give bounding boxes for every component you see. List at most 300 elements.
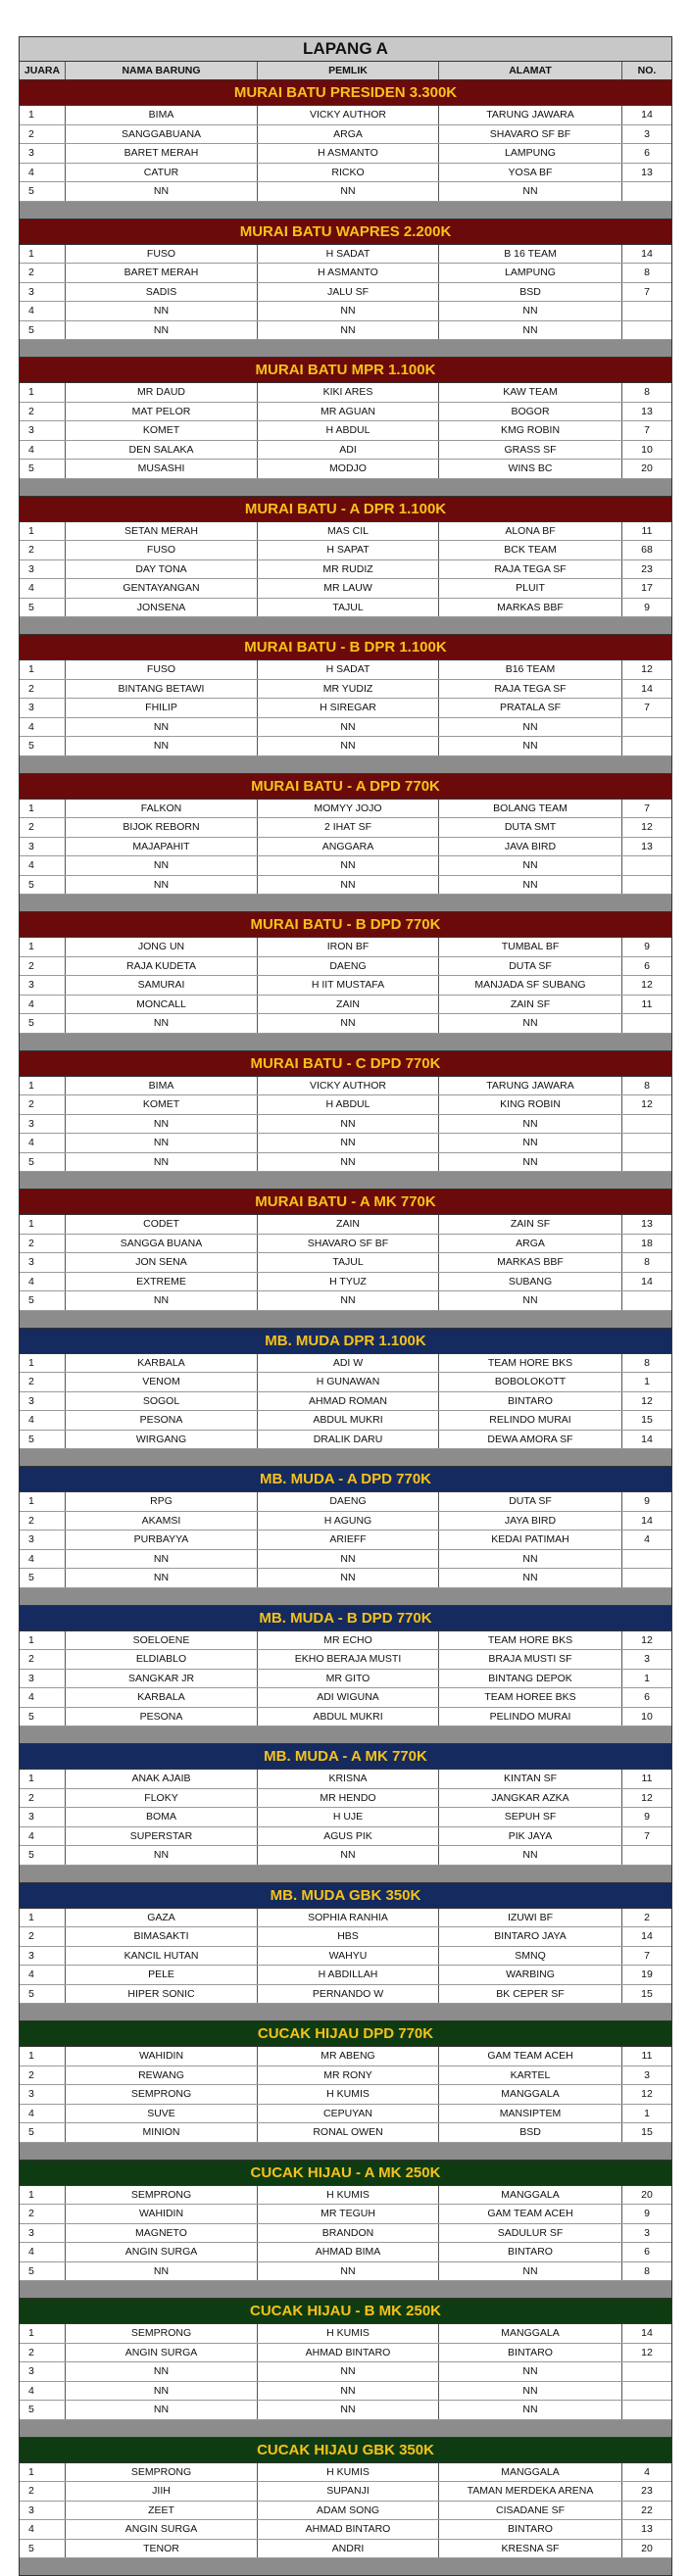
cell-juara: 4: [20, 1827, 66, 1846]
category-title: MURAI BATU - A DPR 1.100K: [20, 497, 671, 522]
category-title: MURAI BATU - B DPR 1.100K: [20, 635, 671, 660]
table-row: [20, 680, 671, 700]
cell-juara: 3: [20, 1531, 66, 1549]
table-row: [20, 1492, 671, 1512]
cell-alamat: BINTARO: [439, 2243, 622, 2261]
cell-nama-barung: NN: [66, 1846, 258, 1865]
table-row: [20, 856, 671, 876]
cell-alamat: DEWA AMORA SF: [439, 1431, 622, 1449]
cell-pemilik: H ABDUL: [258, 421, 439, 440]
cell-nama-barung: PELE: [66, 1966, 258, 1984]
cell-juara: 3: [20, 838, 66, 856]
section-separator: [20, 2420, 671, 2438]
cell-nama-barung: GENTAYANGAN: [66, 579, 258, 598]
category-title: MURAI BATU PRESIDEN 3.300K: [20, 80, 671, 106]
cell-pemilik: VICKY AUTHOR: [258, 106, 439, 124]
cell-juara: 3: [20, 1115, 66, 1134]
cell-no: 17: [622, 579, 671, 598]
cell-alamat: RAJA TEGA SF: [439, 560, 622, 579]
table-row: [20, 2224, 671, 2244]
cell-no: 15: [622, 2123, 671, 2142]
cell-juara: 1: [20, 1909, 66, 1927]
cell-no: 14: [622, 245, 671, 264]
cell-nama-barung: JON SENA: [66, 1253, 258, 1272]
cell-pemilik: H TYUZ: [258, 1273, 439, 1291]
cell-nama-barung: SANGGABUANA: [66, 125, 258, 144]
table-row: [20, 1569, 671, 1588]
cell-nama-barung: RPG: [66, 1492, 258, 1511]
table-row: [20, 2502, 671, 2521]
cell-nama-barung: KOMET: [66, 421, 258, 440]
cell-pemilik: NN: [258, 1291, 439, 1310]
cell-no: 12: [622, 660, 671, 679]
cell-nama-barung: MINION: [66, 2123, 258, 2142]
cell-pemilik: TAJUL: [258, 1253, 439, 1272]
cell-nama-barung: WIRGANG: [66, 1431, 258, 1449]
cell-juara: 2: [20, 403, 66, 421]
cell-nama-barung: SOGOL: [66, 1392, 258, 1411]
cell-alamat: BOLANG TEAM: [439, 800, 622, 818]
cell-nama-barung: FALKON: [66, 800, 258, 818]
cell-juara: 4: [20, 2520, 66, 2539]
cell-nama-barung: SETAN MERAH: [66, 522, 258, 541]
cell-no: [622, 856, 671, 875]
cell-juara: 5: [20, 2123, 66, 2142]
category-block: [20, 497, 671, 636]
cell-alamat: NN: [439, 1153, 622, 1172]
section-separator: [20, 756, 671, 774]
cell-alamat: NN: [439, 1569, 622, 1587]
cell-juara: 1: [20, 1770, 66, 1788]
cell-no: [622, 737, 671, 755]
table-row: [20, 245, 671, 265]
cell-pemilik: NN: [258, 737, 439, 755]
table-row: [20, 1512, 671, 1531]
cell-pemilik: NN: [258, 718, 439, 737]
category-title: MB. MUDA GBK 350K: [20, 1883, 671, 1909]
category-title: MURAI BATU - C DPD 770K: [20, 1051, 671, 1077]
cell-no: 9: [622, 938, 671, 956]
cell-nama-barung: MR DAUD: [66, 383, 258, 402]
cell-no: 11: [622, 2047, 671, 2066]
cell-alamat: NN: [439, 1846, 622, 1865]
table-row: [20, 421, 671, 441]
cell-juara: 5: [20, 1014, 66, 1033]
table-row: [20, 1670, 671, 1689]
cell-juara: 2: [20, 2066, 66, 2085]
table-row: [20, 737, 671, 756]
cell-pemilik: AHMAD BIMA: [258, 2243, 439, 2261]
table-row: [20, 2520, 671, 2540]
cell-pemilik: NN: [258, 1134, 439, 1152]
cell-alamat: LAMPUNG: [439, 144, 622, 163]
table-row: [20, 1215, 671, 1235]
cell-alamat: B 16 TEAM: [439, 245, 622, 264]
cell-nama-barung: BIMA: [66, 1077, 258, 1095]
cell-alamat: TARUNG JAWARA: [439, 106, 622, 124]
cell-alamat: NN: [439, 1115, 622, 1134]
table-row: [20, 1808, 671, 1827]
table-row: [20, 1134, 671, 1153]
cell-no: [622, 321, 671, 340]
cell-no: 12: [622, 1095, 671, 1114]
cell-no: 12: [622, 2344, 671, 2362]
cell-pemilik: NN: [258, 876, 439, 895]
cell-no: 6: [622, 144, 671, 163]
cell-pemilik: TAJUL: [258, 599, 439, 617]
cell-no: [622, 1846, 671, 1865]
category-title: MURAI BATU - B DPD 770K: [20, 912, 671, 938]
cell-no: 12: [622, 818, 671, 837]
cell-pemilik: DAENG: [258, 957, 439, 976]
table-row: [20, 1550, 671, 1570]
section-separator: [20, 1311, 671, 1329]
cell-pemilik: JALU SF: [258, 283, 439, 302]
cell-nama-barung: NN: [66, 2262, 258, 2281]
cell-alamat: NN: [439, 321, 622, 340]
cell-juara: 2: [20, 1789, 66, 1808]
cell-alamat: BSD: [439, 283, 622, 302]
table-row: [20, 2463, 671, 2483]
cell-juara: 1: [20, 2463, 66, 2482]
cell-alamat: BOBOLOKOTT: [439, 1373, 622, 1391]
cell-alamat: PELINDO MURAI: [439, 1708, 622, 1726]
cell-alamat: BSD: [439, 2123, 622, 2142]
category-title: CUCAK HIJAU GBK 350K: [20, 2438, 671, 2463]
table-row: [20, 2066, 671, 2086]
table-row: [20, 1273, 671, 1292]
cell-juara: 3: [20, 1253, 66, 1272]
cell-nama-barung: MAJAPAHIT: [66, 838, 258, 856]
cell-pemilik: ZAIN: [258, 1215, 439, 1234]
cell-juara: 5: [20, 876, 66, 895]
cell-alamat: LAMPUNG: [439, 264, 622, 282]
cell-nama-barung: NN: [66, 1569, 258, 1587]
cell-juara: 4: [20, 441, 66, 460]
table-row: [20, 383, 671, 403]
cell-pemilik: H ABDUL: [258, 1095, 439, 1114]
cell-pemilik: NN: [258, 182, 439, 201]
cell-alamat: GAM TEAM ACEH: [439, 2047, 622, 2066]
cell-pemilik: MR AGUAN: [258, 403, 439, 421]
cell-no: 14: [622, 2324, 671, 2343]
cell-nama-barung: BIMASAKTI: [66, 1927, 258, 1946]
cell-alamat: NN: [439, 2382, 622, 2401]
table-row: [20, 441, 671, 461]
cell-no: 22: [622, 2502, 671, 2520]
cell-alamat: ZAIN SF: [439, 996, 622, 1014]
cell-nama-barung: NN: [66, 1134, 258, 1152]
cell-nama-barung: PESONA: [66, 1411, 258, 1430]
cell-pemilik: MR TEGUH: [258, 2205, 439, 2223]
table-row: [20, 164, 671, 183]
cell-alamat: CISADANE SF: [439, 2502, 622, 2520]
category-block: [20, 1606, 671, 1745]
cell-no: 7: [622, 421, 671, 440]
cell-juara: 5: [20, 460, 66, 478]
cell-no: [622, 2382, 671, 2401]
cell-juara: 3: [20, 1670, 66, 1688]
cell-pemilik: ANGGARA: [258, 838, 439, 856]
cell-pemilik: AHMAD BINTARO: [258, 2344, 439, 2362]
table-row: [20, 182, 671, 202]
cell-pemilik: NN: [258, 2362, 439, 2381]
cell-alamat: ZAIN SF: [439, 1215, 622, 1234]
cell-alamat: B16 TEAM: [439, 660, 622, 679]
table-row: [20, 522, 671, 542]
cell-alamat: RAJA TEGA SF: [439, 680, 622, 699]
cell-juara: 4: [20, 856, 66, 875]
table-row: [20, 976, 671, 996]
cell-alamat: DUTA SMT: [439, 818, 622, 837]
table-row: [20, 460, 671, 479]
section-separator: [20, 1726, 671, 1744]
category-title: MB. MUDA - B DPD 770K: [20, 1606, 671, 1631]
table-row: [20, 2262, 671, 2282]
cell-pemilik: MOMYY JOJO: [258, 800, 439, 818]
cell-pemilik: H ASMANTO: [258, 144, 439, 163]
table-row: [20, 1947, 671, 1967]
cell-alamat: SADULUR SF: [439, 2224, 622, 2243]
cell-alamat: NN: [439, 1550, 622, 1569]
cell-pemilik: EKHO BERAJA MUSTI: [258, 1650, 439, 1669]
table-row: [20, 2123, 671, 2143]
cell-juara: 2: [20, 1095, 66, 1114]
cell-juara: 5: [20, 182, 66, 201]
table-row: [20, 125, 671, 145]
cell-nama-barung: SUPERSTAR: [66, 1827, 258, 1846]
category-block: [20, 358, 671, 497]
cell-pemilik: H SADAT: [258, 245, 439, 264]
cell-pemilik: CEPUYAN: [258, 2105, 439, 2123]
cell-alamat: JAVA BIRD: [439, 838, 622, 856]
cell-alamat: BCK TEAM: [439, 541, 622, 559]
cell-pemilik: MR LAUW: [258, 579, 439, 598]
table-row: [20, 660, 671, 680]
cell-juara: 2: [20, 125, 66, 144]
cell-juara: 2: [20, 957, 66, 976]
cell-alamat: KRESNA SF: [439, 2540, 622, 2558]
cell-nama-barung: SUVE: [66, 2105, 258, 2123]
cell-juara: 5: [20, 2401, 66, 2419]
cell-alamat: GRASS SF: [439, 441, 622, 460]
cell-nama-barung: RAJA KUDETA: [66, 957, 258, 976]
category-list: [20, 80, 671, 2576]
cell-no: 6: [622, 957, 671, 976]
table-row: [20, 579, 671, 599]
cell-no: 7: [622, 1827, 671, 1846]
cell-no: [622, 1550, 671, 1569]
cell-pemilik: VICKY AUTHOR: [258, 1077, 439, 1095]
table-row: [20, 1531, 671, 1550]
cell-no: 12: [622, 1392, 671, 1411]
cell-nama-barung: SEMPRONG: [66, 2186, 258, 2205]
cell-alamat: JAYA BIRD: [439, 1512, 622, 1531]
category-title: CUCAK HIJAU - B MK 250K: [20, 2299, 671, 2324]
cell-pemilik: NN: [258, 1115, 439, 1134]
table-row: [20, 1153, 671, 1173]
cell-nama-barung: WAHIDIN: [66, 2047, 258, 2066]
cell-pemilik: ADI W: [258, 1354, 439, 1373]
table-row: [20, 2401, 671, 2420]
cell-nama-barung: SAMURAI: [66, 976, 258, 995]
cell-nama-barung: BIMA: [66, 106, 258, 124]
cell-no: 23: [622, 2482, 671, 2501]
cell-nama-barung: FLOKY: [66, 1789, 258, 1808]
cell-pemilik: ARGA: [258, 125, 439, 144]
table-row: [20, 1235, 671, 1254]
cell-nama-barung: ELDIABLO: [66, 1650, 258, 1669]
table-row: [20, 2243, 671, 2262]
cell-juara: 5: [20, 1153, 66, 1172]
cell-juara: 5: [20, 599, 66, 617]
cell-pemilik: ABDUL MUKRI: [258, 1708, 439, 1726]
cell-pemilik: BRANDON: [258, 2224, 439, 2243]
cell-juara: 1: [20, 2047, 66, 2066]
cell-alamat: TEAM HORE BKS: [439, 1631, 622, 1650]
cell-no: 14: [622, 1512, 671, 1531]
cell-no: 4: [622, 1531, 671, 1549]
cell-juara: 4: [20, 2382, 66, 2401]
cell-no: 13: [622, 2520, 671, 2539]
cell-alamat: MANGGALA: [439, 2324, 622, 2343]
cell-alamat: PRATALA SF: [439, 699, 622, 717]
cell-nama-barung: JONG UN: [66, 938, 258, 956]
table-row: [20, 1650, 671, 1670]
cell-no: 20: [622, 2186, 671, 2205]
cell-nama-barung: NN: [66, 1291, 258, 1310]
cell-pemilik: H KUMIS: [258, 2186, 439, 2205]
category-block: [20, 1190, 671, 1329]
cell-nama-barung: NN: [66, 1153, 258, 1172]
category-block: [20, 2299, 671, 2438]
cell-nama-barung: KARBALA: [66, 1354, 258, 1373]
table-row: [20, 2362, 671, 2382]
cell-alamat: SMNQ: [439, 1947, 622, 1966]
cell-pemilik: NN: [258, 2262, 439, 2281]
cell-alamat: YOSA BF: [439, 164, 622, 182]
table-row: [20, 1789, 671, 1809]
cell-nama-barung: WAHIDIN: [66, 2205, 258, 2223]
cell-juara: 1: [20, 383, 66, 402]
table-row: [20, 144, 671, 164]
cell-pemilik: MR ABENG: [258, 2047, 439, 2066]
cell-no: [622, 2362, 671, 2381]
cell-nama-barung: NN: [66, 2401, 258, 2419]
cell-no: 3: [622, 125, 671, 144]
cell-no: [622, 1153, 671, 1172]
cell-pemilik: ADI: [258, 441, 439, 460]
cell-no: 7: [622, 283, 671, 302]
cell-juara: 3: [20, 283, 66, 302]
cell-alamat: KING ROBIN: [439, 1095, 622, 1114]
cell-pemilik: WAHYU: [258, 1947, 439, 1966]
cell-alamat: BOGOR: [439, 403, 622, 421]
cell-no: 6: [622, 2243, 671, 2261]
cell-juara: 3: [20, 1392, 66, 1411]
cell-nama-barung: FUSO: [66, 660, 258, 679]
table-row: [20, 106, 671, 125]
cell-alamat: BINTANG DEPOK: [439, 1670, 622, 1688]
cell-alamat: DUTA SF: [439, 1492, 622, 1511]
cell-nama-barung: BIJOK REBORN: [66, 818, 258, 837]
section-separator: [20, 340, 671, 358]
cell-alamat: NN: [439, 718, 622, 737]
cell-no: [622, 876, 671, 895]
table-row: [20, 560, 671, 580]
cell-no: 3: [622, 2066, 671, 2085]
cell-no: [622, 1569, 671, 1587]
category-title: MB. MUDA DPR 1.100K: [20, 1329, 671, 1354]
cell-juara: 5: [20, 1985, 66, 2004]
cell-no: 14: [622, 1927, 671, 1946]
cell-no: [622, 1291, 671, 1310]
cell-no: 12: [622, 1789, 671, 1808]
cell-juara: 1: [20, 522, 66, 541]
cell-nama-barung: HIPER SONIC: [66, 1985, 258, 2004]
cell-nama-barung: SEMPRONG: [66, 2463, 258, 2482]
cell-no: 14: [622, 1273, 671, 1291]
cell-juara: 2: [20, 2205, 66, 2223]
cell-pemilik: NN: [258, 2401, 439, 2419]
table-row: [20, 718, 671, 738]
cell-no: [622, 182, 671, 201]
category-title: MB. MUDA - A DPD 770K: [20, 1467, 671, 1492]
cell-nama-barung: FUSO: [66, 541, 258, 559]
table-row: [20, 2186, 671, 2206]
cell-pemilik: HBS: [258, 1927, 439, 1946]
table-row: [20, 1115, 671, 1135]
cell-pemilik: RICKO: [258, 164, 439, 182]
section-separator: [20, 1172, 671, 1190]
table-row: [20, 321, 671, 341]
table-row: [20, 302, 671, 321]
cell-nama-barung: NN: [66, 856, 258, 875]
cell-nama-barung: NN: [66, 718, 258, 737]
cell-juara: 5: [20, 1846, 66, 1865]
cell-juara: 5: [20, 1431, 66, 1449]
cell-pemilik: MODJO: [258, 460, 439, 478]
cell-juara: 5: [20, 321, 66, 340]
cell-nama-barung: BARET MERAH: [66, 264, 258, 282]
cell-pemilik: IRON BF: [258, 938, 439, 956]
category-block: [20, 2021, 671, 2161]
cell-no: 9: [622, 1492, 671, 1511]
header-no: NO.: [622, 62, 671, 79]
table-row: [20, 876, 671, 896]
cell-alamat: NN: [439, 182, 622, 201]
cell-no: 13: [622, 164, 671, 182]
cell-no: 14: [622, 106, 671, 124]
category-block: [20, 80, 671, 219]
table-row: [20, 2482, 671, 2502]
cell-pemilik: H IIT MUSTAFA: [258, 976, 439, 995]
cell-juara: 2: [20, 818, 66, 837]
cell-pemilik: H SIREGAR: [258, 699, 439, 717]
cell-no: 8: [622, 2262, 671, 2281]
table-row: [20, 1411, 671, 1431]
cell-juara: 2: [20, 264, 66, 282]
cell-alamat: MARKAS BBF: [439, 1253, 622, 1272]
cell-nama-barung: PURBAYYA: [66, 1531, 258, 1549]
cell-pemilik: H UJE: [258, 1808, 439, 1826]
cell-nama-barung: SADIS: [66, 283, 258, 302]
cell-alamat: WARBING: [439, 1966, 622, 1984]
section-separator: [20, 895, 671, 912]
section-separator: [20, 202, 671, 219]
table-row: [20, 1291, 671, 1311]
cell-pemilik: MAS CIL: [258, 522, 439, 541]
